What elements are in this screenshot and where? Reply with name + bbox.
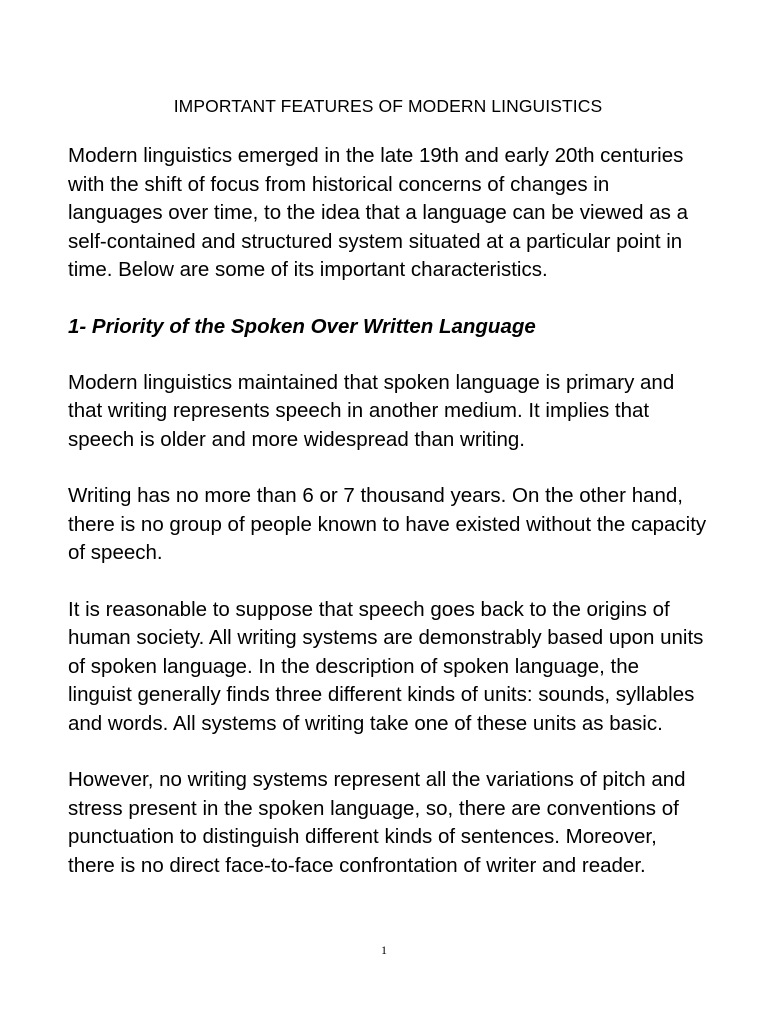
- intro-paragraph: Modern linguistics emerged in the late 19th and early 20th centuries with the shift of focus from historical concerns of changes in languages over time, to the idea that a language can be viewed as a self-contained and structured system situated at a particular point in time. Below are some of its important characteristics.: [68, 144, 688, 281]
- body-paragraph: Modern linguistics maintained that spoken language is primary and that writing represents speech in another medium. It implies that speech is older and more widespread than writing.: [68, 370, 675, 451]
- body-paragraph: Writing has no more than 6 or 7 thousand years. On the other hand, there is no group of people known to have existed without the capacity of speech.: [68, 484, 707, 564]
- body-paragraph: It is reasonable to suppose that speech goes back to the origins of human society. All writing systems are demonstrably based upon units of spoken language. In the description of spoken language, the linguist generally finds three different kinds of units: sounds, syllables and words. All systems of writing take one of these units as basic.: [68, 597, 704, 735]
- document-title: IMPORTANT FEATURES OF MODERN LINGUISTICS: [173, 96, 603, 116]
- document-body: [68, 92, 708, 908]
- page-number: 1: [381, 943, 387, 957]
- section-heading: 1- Priority of the Spoken Over Written Language: [68, 314, 536, 338]
- body-paragraph: However, no writing systems represent all the variations of pitch and stress present in the spoken language, so, there are conventions of punctuation to distinguish different kinds of sentences. Moreover, there is no direct face-to-face confrontation of writer and reader.: [68, 768, 686, 877]
